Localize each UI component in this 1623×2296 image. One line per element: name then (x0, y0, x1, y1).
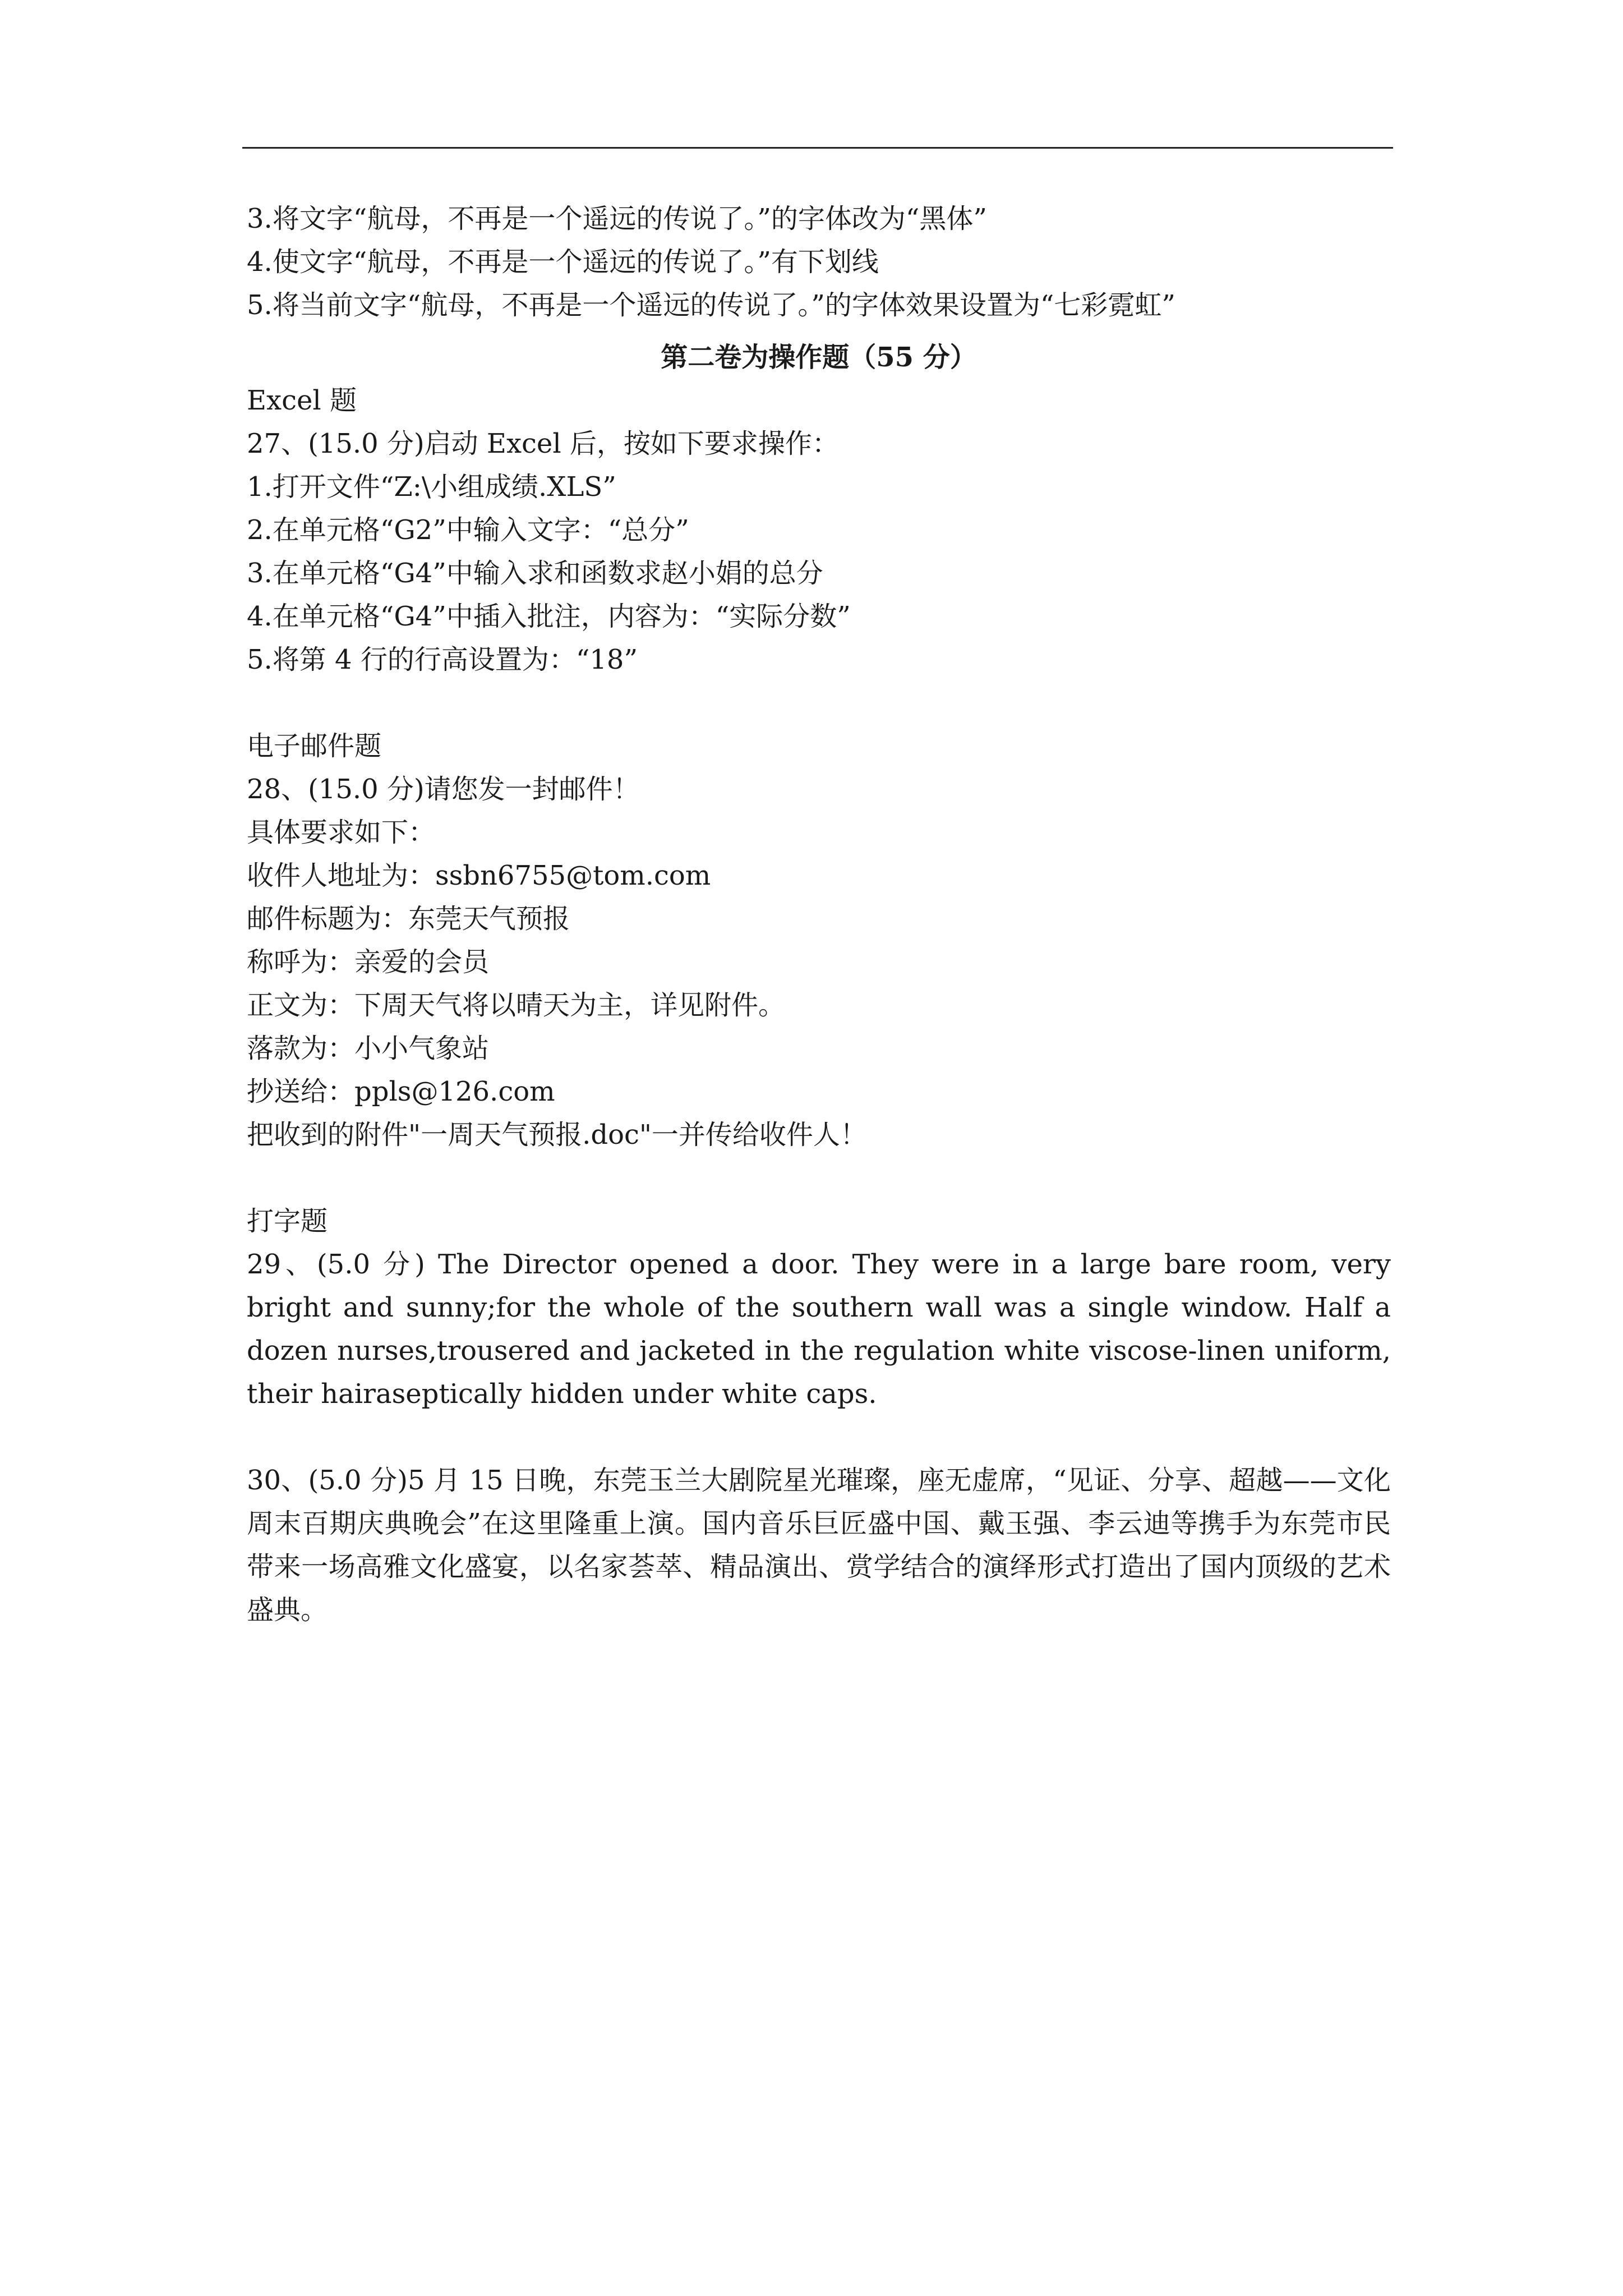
excel-item-4: 4.在单元格“G4”中插入批注，内容为：“实际分数” (247, 601, 851, 632)
email-item-2: 收件人地址为：ssbn6755@tom.com (247, 860, 711, 891)
email-item-3: 邮件标题为：东莞天气预报 (247, 903, 570, 935)
excel-question: 27、(15.0 分)启动 Excel 后，按如下要求操作： (247, 428, 839, 459)
excel-heading: Excel 题 (247, 385, 357, 416)
email-item-4: 称呼为：亲爱的会员 (247, 946, 490, 978)
excel-item-5: 5.将第 4 行的行高设置为：“18” (247, 644, 638, 675)
excel-item-2: 2.在单元格“G2”中输入文字：“总分” (247, 514, 689, 546)
excel-item-3: 3.在单元格“G4”中输入求和函数求赵小娟的总分 (247, 558, 823, 589)
word-item-3: 3.将文字“航母，不再是一个遥远的传说了。”的字体改为“黑体” (247, 203, 987, 234)
email-question: 28、(15.0 分)请您发一封邮件！ (247, 774, 640, 805)
typing-heading: 打字题 (247, 1205, 328, 1237)
email-item-6: 落款为：小小气象站 (247, 1033, 490, 1064)
typing-question-29: 29、(5.0 分) The Director opened a door. They were in a large bare room, very bright and sunny;for the whole of the southern wall was a single window. Half a dozen nurses,trousered and jacketed in the regulation white viscose-linen uniform, their hairaseptically hidden under white caps. (247, 1249, 1391, 1410)
header-rule (242, 147, 1393, 149)
email-item-8: 把收到的附件"一周天气预报.doc"一并传给收件人！ (247, 1119, 867, 1151)
document-body (247, 197, 1391, 1632)
word-item-5: 5.将当前文字“航母，不再是一个遥远的传说了。”的字体效果设置为“七彩霓虹” (247, 289, 1175, 321)
email-item-5: 正文为：下周天气将以晴天为主，详见附件。 (247, 990, 786, 1021)
section-title: 第二卷为操作题（55 分） (661, 342, 977, 373)
typing-question-30: 30、(5.0 分)5 月 15 日晚，东莞玉兰大剧院星光璀璨，座无虚席，“见证、分享、超越——文化周末百期庆典晚会”在这里隆重上演。国内音乐巨匠盛中国、戴玉强、李云迪等携手为东莞市民带来一场高雅文化盛宴，以名家荟萃、精品演出、赏学结合的演绎形式打造出了国内顶级的艺术盛典。 (247, 1465, 1391, 1626)
spacer (247, 1416, 1391, 1459)
word-item-4: 4.使文字“航母，不再是一个遥远的传说了。”有下划线 (247, 246, 879, 278)
excel-item-1: 1.打开文件“Z:\小组成绩.XLS” (247, 471, 616, 503)
spacer (247, 1157, 1391, 1200)
spacer (247, 682, 1391, 725)
email-item-7: 抄送给：ppls@126.com (247, 1076, 555, 1107)
email-item-1: 具体要求如下： (247, 817, 436, 848)
email-heading: 电子邮件题 (247, 730, 382, 762)
